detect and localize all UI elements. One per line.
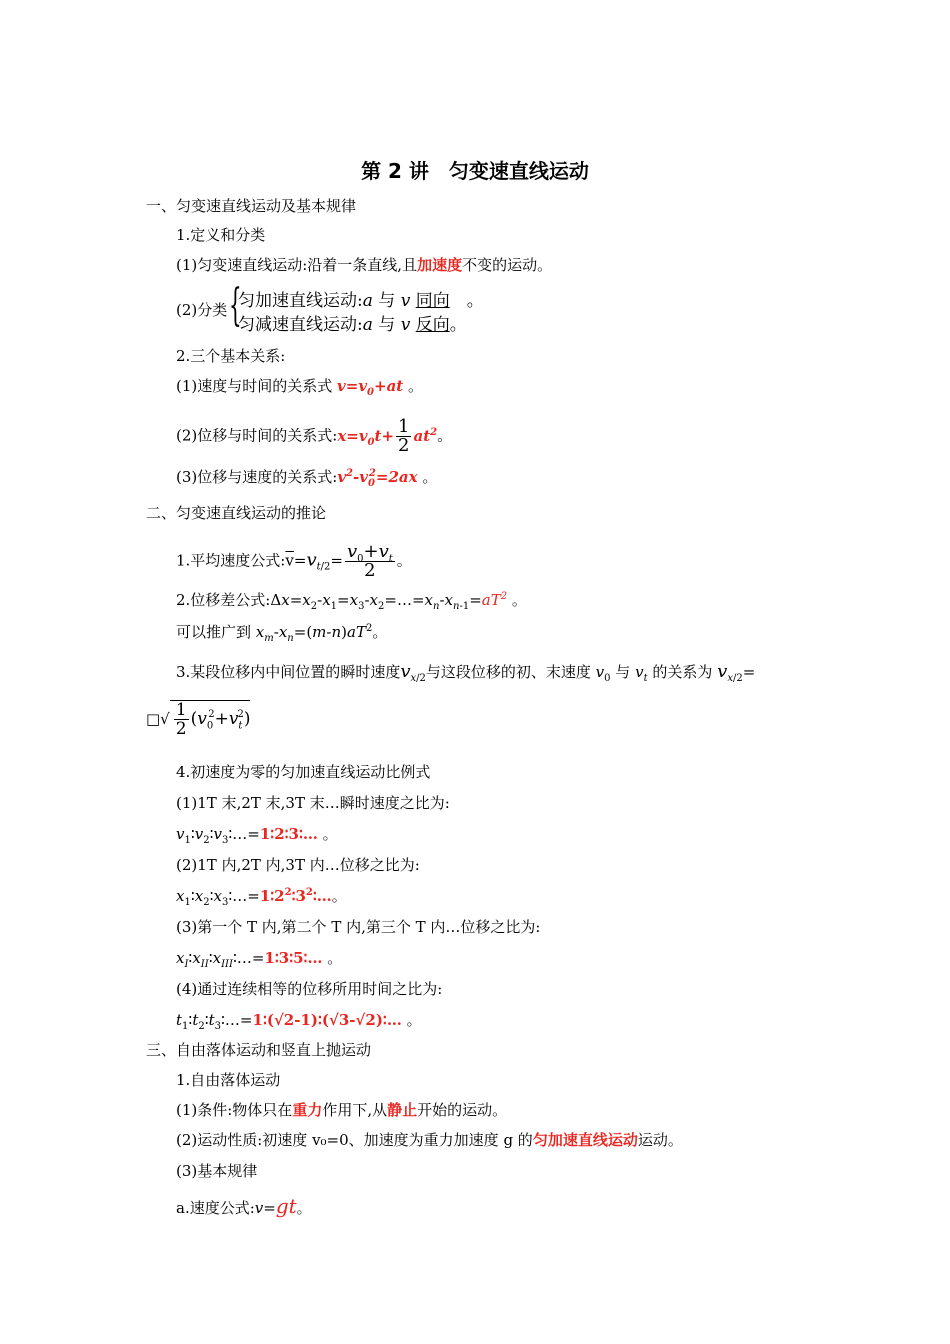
midpoint-text-3: 的关系为 [652, 663, 713, 681]
class-b-text: 匀减速直线运动: [238, 315, 363, 335]
average-fraction: $\frac{v_0+v_t}{2}$ [346, 541, 393, 581]
section-1-sub-2: 2.三个基本关系: [176, 347, 286, 365]
ratio-2-text: (2)1T 内,2T 内,3T 内…位移之比为: [176, 856, 420, 874]
nature-suffix: 运动。 [637, 1131, 683, 1149]
ratio-1-formula: $v_1∶v_2∶v_3∶\dots=1∶2∶3∶\dots$ 。 [176, 825, 338, 846]
free-fall-condition [176, 1100, 507, 1120]
generalization: 可以推广到 $x_m-x_n=(m-n)aT^2$。 [176, 623, 388, 644]
displacement-difference: 2.位移差公式$:\Delta x=x_2-x_1=x_3-x_2=\dots=x_n-x_{n-1}=aT^2$ 。 [176, 591, 527, 612]
section-1-heading: 一、匀变速直线运动及基本规律 [146, 197, 357, 215]
class-decelerating: 匀减速直线运动:a 与 v 反向。 [238, 315, 467, 335]
definition-suffix: 不变的运动。 [462, 256, 553, 274]
page-title: 第 2 讲 匀变速直线运动 [361, 159, 589, 183]
velocity-formula: a.速度公式:v=gt。 [176, 1194, 312, 1218]
condition-prefix: (1)条件:物体只在 [176, 1101, 293, 1119]
ratio-1-text: (1)1T 末,2T 末,3T 末…瞬时速度之比为: [176, 794, 450, 812]
brace-symbol: { [229, 280, 242, 331]
average-velocity-prefix: 1.平均速度公式: [176, 551, 286, 570]
class-a-relation: 同向 [415, 291, 450, 311]
relation-2-formula: $x=v_0t+$ [337, 426, 395, 448]
section-1-sub-1: 1.定义和分类 [176, 226, 266, 244]
velocity-answer: gt [275, 1194, 297, 1218]
condition-mid: 作用下,从 [322, 1101, 388, 1119]
ratio-heading: 4.初速度为零的匀加速直线运动比例式 [176, 763, 431, 781]
condition-key-gravity: 重力 [292, 1101, 323, 1119]
midpoint-sqrt-formula: □√ $\frac{1}{2}$ $(v_0^2+v_t^2)$ [146, 700, 251, 739]
condition-key-rest: 静止 [387, 1101, 418, 1119]
average-velocity: 1.平均速度公式$:\overline{v}=v_{t/2}=$ $\frac{v_0+v_t}{2}$ 。 [176, 541, 412, 581]
relation-3: (3)位移与速度的关系式$:v^2-v_0^2=2ax$ 。 [176, 468, 438, 489]
midpoint-velocity: 3.某段位移内中间位置的瞬时速度$v_{x/2}$与这段位移的初、末速度 $v_0$ 与 $v_t$ 的关系为 $v_{x/2}=$ [176, 661, 756, 684]
condition-suffix: 开始的运动。 [417, 1101, 508, 1119]
velocity-prefix: a.速度公式: [176, 1199, 255, 1217]
classification-label: (2)分类 [176, 301, 228, 319]
ratio-4-text: (4)通过连续相等的位移所用时间之比为: [176, 980, 443, 998]
ratio-3-formula: $x_I∶x_{II}∶x_{III}∶\dots=1∶3∶5∶\dots$ 。 [176, 949, 343, 970]
midpoint-text-2: 与这段位移的初、末速度 [425, 663, 591, 681]
basic-law: (3)基本规律 [176, 1162, 258, 1180]
class-b-relation: 反向 [415, 315, 450, 335]
class-accelerating: 匀加速直线运动:a 与 v 同向 。 [238, 291, 484, 311]
relation-3-formula: $v^2-v_0^2=2ax$ [337, 468, 418, 489]
definition-key: 加速度 [417, 256, 463, 274]
sqrt-half-fraction: $\frac{1}{2}$ [175, 700, 187, 739]
section-3-sub-1: 1.自由落体运动 [176, 1071, 281, 1089]
free-fall-nature [176, 1130, 683, 1150]
section-2-heading: 二、匀变速直线运动的推论 [146, 504, 327, 522]
relation-1-formula: $v=v_0+at$ [337, 377, 404, 398]
relation-1-prefix: (1)速度与时间的关系式 [176, 377, 333, 395]
relation-3-prefix: (3)位移与速度的关系式: [176, 468, 338, 486]
nature-key: 匀加速直线运动 [532, 1131, 638, 1149]
ratio-4-formula: $t_1∶t_2∶t_3∶\dots=1∶(√2-1)∶(√3-√2)∶\dots$ 。 [176, 1011, 422, 1032]
nature-prefix: (2)运动性质:初速度 v₀=0、加速度为重力加速度 g 的 [176, 1131, 533, 1149]
relation-1: (1)速度与时间的关系式 $v=v_0+at$ 。 [176, 377, 423, 398]
displacement-difference-prefix: 2.位移差公式: [176, 591, 271, 609]
relation-2: (2)位移与时间的关系式$:x=v_0t+$ $\frac{1}{2}$ $at^2$。 [176, 416, 453, 456]
definition-line [176, 255, 552, 275]
ratio-3-text: (3)第一个 T 内,第二个 T 内,第三个 T 内…位移之比为: [176, 918, 541, 936]
relation-2-prefix: (2)位移与时间的关系式: [176, 426, 338, 445]
ratio-1-answer: 1∶2∶3∶… [259, 825, 318, 843]
midpoint-text-1: 3.某段位移内中间位置的瞬时速度 [176, 663, 401, 681]
generalization-prefix: 可以推广到 [176, 623, 252, 641]
ratio-2-formula: $x_1∶x_2∶x_3∶\dots=1∶2^2∶3^2∶\dots$。 [176, 887, 347, 908]
definition-prefix: (1)匀变速直线运动:沿着一条直线,且 [176, 256, 418, 274]
half-fraction: $\frac{1}{2}$ [398, 416, 410, 456]
section-3-heading: 三、自由落体运动和竖直上抛运动 [146, 1041, 372, 1059]
class-a-text: 匀加速直线运动: [238, 291, 363, 311]
ratio-3-answer: 1∶3∶5∶… [264, 949, 323, 967]
